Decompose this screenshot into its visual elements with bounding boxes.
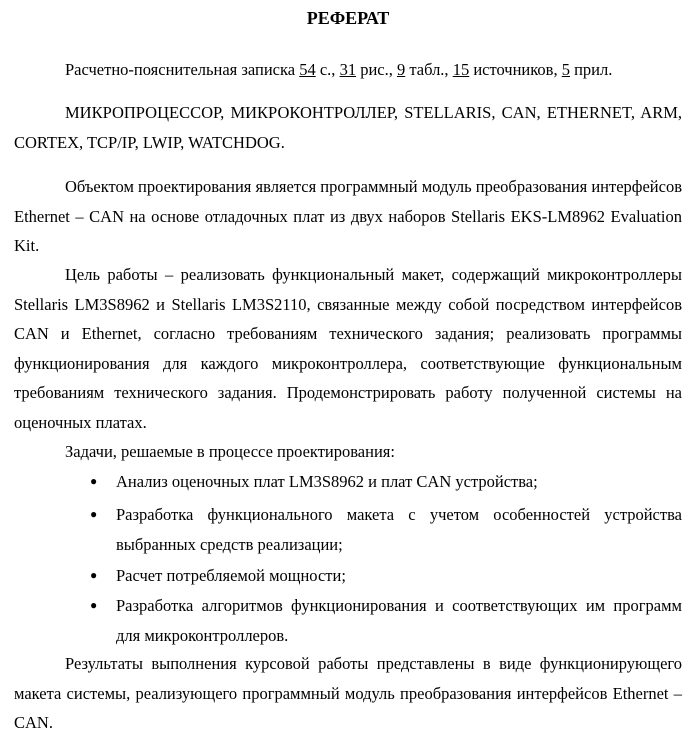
bullet-icon: ●	[90, 507, 98, 521]
task-item-2: Разработка функционального макета с учетом особенностей устройства выбранных средств реализации;	[116, 505, 682, 554]
sources-count: 15	[452, 60, 470, 79]
summary-prefix: Расчетно-пояснительная записка	[65, 60, 300, 79]
goal-paragraph: Цель работы – реализовать функциональный макет, содержащий микроконтроллеры Stellaris LM3S8962 и Stellaris LM3S2110, связанные между собой посредством интерфейсов CAN и Ethernet, согласно требованиям технического задания; реализовать программы функционирования для каждого микроконтроллера, соответствующие функциональным требованиям технического задания. Продемонстрировать работу полученной системы на оценочных платах.	[14, 265, 682, 432]
pages-unit: с.,	[315, 60, 340, 79]
document-title: РЕФЕРАТ	[306, 8, 390, 28]
appendices-unit: прил.	[569, 60, 613, 79]
object-paragraph: Объектом проектирования является программный модуль преобразования интерфейсов Ethernet – CAN на основе отладочных плат из двух наборов Stellaris EKS-LM8962 Evaluation Kit.	[14, 177, 682, 255]
task-item-1: Анализ оценочных плат LM3S8962 и плат CAN устройства;	[116, 472, 538, 491]
tables-count: 9	[396, 60, 406, 79]
keywords-paragraph: МИКРОПРОЦЕССОР, МИКРОКОНТРОЛЛЕР, STELLARIS, CAN, ETHERNET, ARM, CORTEX, TCP/IP, LWIP, WATCHDOG.	[14, 103, 682, 152]
figures-count: 31	[339, 60, 357, 79]
appendices-count: 5	[561, 60, 570, 79]
sources-unit: источников,	[469, 60, 562, 79]
bullet-icon: ●	[90, 598, 98, 612]
figures-unit: рис.,	[356, 60, 397, 79]
pages-count: 54	[299, 60, 316, 79]
bullet-icon: ●	[90, 568, 98, 582]
results-paragraph: Результаты выполнения курсовой работы представлены в виде функционирующего макета системы, реализующего программный модуль преобразования интерфейсов Ethernet – CAN.	[14, 654, 682, 732]
task-item-4: Разработка алгоритмов функционирования и соответствующих им программ для микроконтроллеров.	[116, 596, 682, 645]
task-item-3: Расчет потребляемой мощности;	[116, 566, 346, 585]
tasks-heading: Задачи, решаемые в процессе проектирования:	[65, 442, 395, 461]
summary-paragraph	[14, 55, 682, 85]
bullet-icon: ●	[90, 474, 98, 488]
tables-unit: табл.,	[405, 60, 453, 79]
